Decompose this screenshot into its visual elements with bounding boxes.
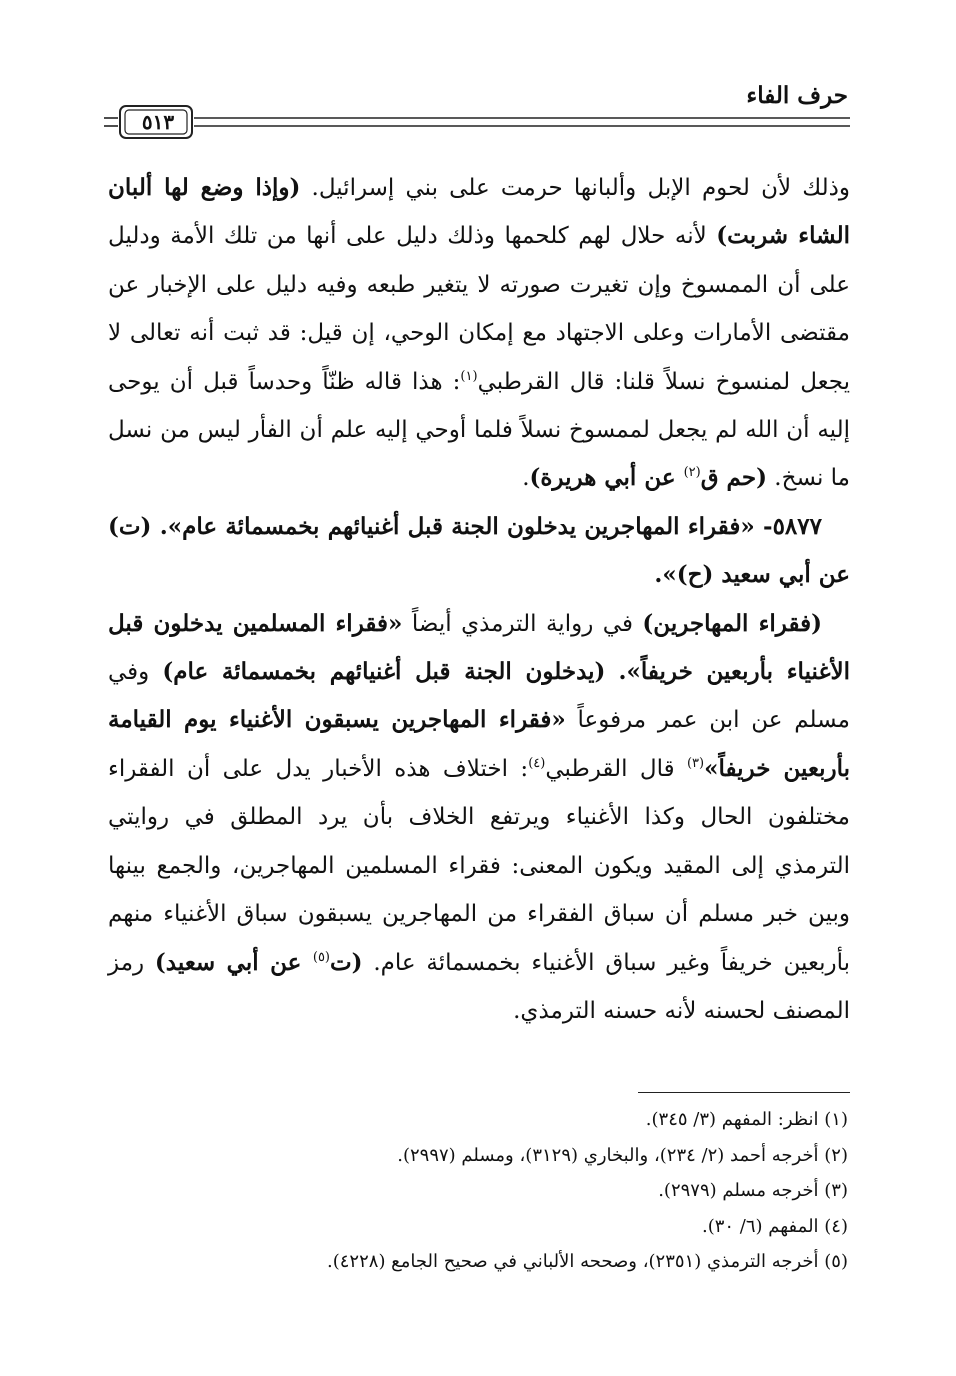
commentary-paragraph-2	[108, 600, 850, 1036]
header-rule	[104, 104, 850, 140]
footnote-item: (٥) أخرجه الترمذي (٢٣٥١)، وصححه الألباني في صحيح الجامع (٤٢٢٨).	[327, 1251, 848, 1272]
footnote-item: (٢) أخرجه أحمد (٢/ ٢٣٤)، والبخاري (٣١٢٩)، ومسلم (٢٩٩٧).	[397, 1144, 848, 1166]
text-run: وذلك لأن لحوم الإبل وألبانها حرمت على بني إسرائيل.	[300, 175, 851, 201]
quoted-matn: (وإذا وضع لها ألبان الشاء شربت)	[108, 174, 851, 250]
text-run: في رواية الترمذي أيضاً	[402, 610, 643, 637]
footnote-marker[interactable]: (١)	[460, 368, 478, 384]
commentary-paragraph-1	[108, 164, 850, 503]
footnote-marker[interactable]: (٣)	[686, 755, 705, 771]
footnote-separator	[638, 1092, 850, 1093]
body-text	[108, 164, 850, 1035]
footnote-marker[interactable]: (٢)	[683, 465, 701, 481]
header-rule-lines	[104, 104, 850, 140]
hadith-text: «فقراء المهاجرين يدخلون الجنة قبل أغنيائهم بخمسمائة عام». (ت) عن أبي سعيد (ح)».	[108, 512, 850, 589]
footnote-marker[interactable]: (٤)	[528, 755, 546, 771]
running-head: حرف الفاء	[746, 82, 848, 109]
source-reference: (ت	[330, 948, 363, 976]
footnote-item: (٣) أخرجه مسلم (٢٩٧٩).	[658, 1180, 848, 1201]
hadith-entry	[108, 503, 850, 600]
footnote-item: (٤) المفهم (٦/ ٣٠).	[701, 1215, 848, 1237]
footnote-marker[interactable]: (٥)	[312, 949, 330, 965]
footnotes	[108, 1102, 848, 1280]
text-run: وفي مسلم عن ابن عمر مرفوعاً	[108, 659, 850, 734]
text-run: قال القرطبي	[545, 755, 687, 782]
source-reference: عن أبي سعيد)	[154, 948, 313, 976]
quoted-narration: «فقراء المسلمين يدخلون قبل الأغنياء بأربعين خريفاً».	[108, 609, 850, 686]
text-run: .	[522, 465, 530, 492]
text-run: : اختلاف هذه الأخبار يدل على أن الفقراء مختلفون الحال وكذا الأغنياء ويرتفع الخلاف بأن يرد المطلق في روايتي الترمذي إلى المقيد ويكون المعنى: فقراء المسلمين المهاجرين، والجمع بينها وبين خبر مسلم أن سباق الفقراء من المهاجرين يسبقون سباق الأغنياء منهم بأربعين خريفاً وغير سباق الأغنياء بخمسمائة عام.	[108, 755, 850, 976]
page-number: ٥١٣	[141, 110, 175, 134]
quoted-matn: (فقراء المهاجرين)	[642, 609, 822, 637]
text-run: : هذا قاله ظنّاً وحدساً قبل أن يوحى إليه أن الله لم يجعل لممسوخ نسلاً فلما أوحي إليه علم أن الفأر ليس من نسل ما نسخ.	[108, 368, 850, 492]
text-run: لأنه حلال لهم كلحمها وذلك دليل على أنها من تلك الأمة ودليل على أن الممسوخ وإن تغيرت صورته لا يتغير طبعه وفيه دليل على الإخبار عن مقتضى الأمارات وعلى الاجتهاد مع إمكان الوحي، إن قيل: قد ثبت أنه تعالى لا يجعل لمنسوخ نسلاً قلنا: قال القرطبي	[108, 223, 850, 395]
source-reference: (حم ق	[700, 464, 767, 492]
quoted-narration: «فقراء المهاجرين يسبقون الأغنياء يوم القيامة بأربعين خريفاً»	[108, 706, 850, 782]
text-run: رمز المصنف لحسنه لأنه حسنه الترمذي.	[108, 949, 850, 1024]
text-run	[605, 659, 618, 685]
quoted-matn: (يدخلون الجنة قبل أغنيائهم بخمسمائة عام)	[162, 658, 606, 686]
source-reference: عن أبي هريرة)	[529, 464, 684, 492]
footnote-item: (١) انظر: المفهم (٣/ ٣٤٥).	[645, 1109, 848, 1130]
hadith-number: ٥٨٧٧-	[754, 512, 822, 540]
